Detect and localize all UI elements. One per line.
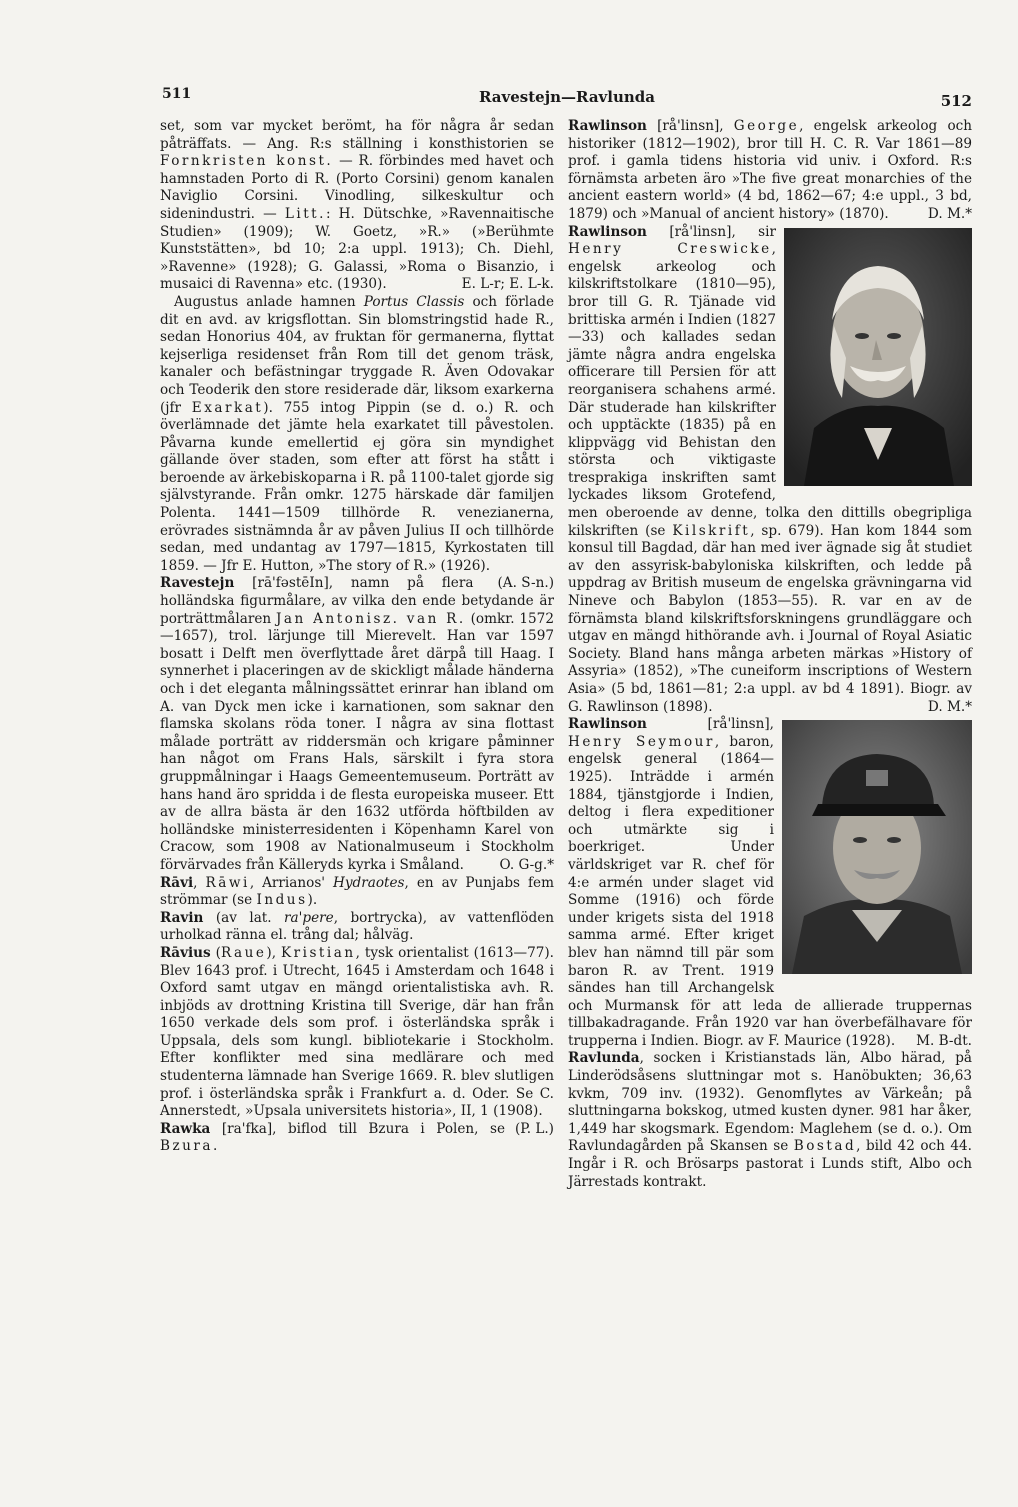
headword: Rāvius xyxy=(160,944,211,961)
entry-ravius: Rāvius (Raue), Kristian, tysk orientalist (1613—77). Blev 1643 prof. i Utrecht, 1645 i Amsterdam och 1648 i Oxford samt utgav en mängd orientalistiska avh. R. inbjöds av drottning Kristina till Sverige, där han från 1650 verkade dels som prof. i österländska språk i Uppsala, dels som kungl. bibliotekarie i Stockholm. Efter konflikter med sina medlärare och med studenterna lämnade han Sverige 1669. R. blev slutligen prof. i österländska språk i Frankfurt a. d. Oder. Se C. Annerstedt, »Upsala universitets historia», II, 1 (1908). (P. L.) xyxy=(160,944,554,1137)
portrait-image xyxy=(784,228,972,486)
headword: Rawlinson xyxy=(568,716,647,733)
signature: M. B-dt. xyxy=(916,1032,972,1049)
headword: Rawlinson xyxy=(568,223,647,240)
portrait-henry-seymour-rawlinson xyxy=(782,720,972,974)
entry-ravenna-history: Augustus anlade hamnen Portus Classis och förlade dit en avd. av krigsflottan. Sin blomstringstid hade R., sedan Honorius 404, av fruktan för germanerna, flyttat kejserliga residenset från Rom till det genom träsk, kanaler och befästningar tryggade R. Även Odovakar och Teoderik den store residerade där, liksom exarkerna (jfr Exarkat). 755 intog Pippin (se d. o.) R. och överlämnade det jämte hela exarkatet till påvestolen. Påvarna kunde emellertid ej göra sin myndighet gällande över staden, som efter att först ha stått i beroende av ärkebiskoparna i R. på 1100-talet gjorde sig självstyrande. Från omkr. 1275 härskade där familjen Polenta. 1441—1509 tillhörde R. venezianerna, erövrades sistnämnda år av påven Julius II och tillhörde sedan, med undantag av 1797—1815, Kyrkostaten till 1859. — Jfr E. Hutton, »The story of R.» (1926). (A. S-n.) xyxy=(160,293,555,592)
running-title: Ravestejn—Ravlunda xyxy=(478,88,655,106)
signature: E. L-r; E. L-k. xyxy=(461,276,554,293)
headword: Rawlinson xyxy=(568,118,647,134)
signature: D. M.* xyxy=(927,205,972,222)
signature: D. M.* xyxy=(927,698,972,715)
headword: Rāvi xyxy=(160,874,194,891)
signature: (P. L.) xyxy=(515,1120,554,1137)
entry-ravin: Ravin (av lat. ra'pere, bortrycka), av vattenflöden urholkad ränna el. trång dal; hålväg. xyxy=(160,909,554,944)
entry-ravenna-continued: set, som var mycket berömt, ha för några år sedan påträffats. — Ang. R:s ställning i konsthistorien se Fornkristen konst. — R. förbindes med havet och hamnstaden Porto di R. (Porto Corsini) genom kanalen Naviglio Corsini. Vinodling, silkeskultur och sidenindustri. — Litt.: H. Dütschke, »Ravennaitische Studien» (1909); W. Goetz, »R.» (»Berühmte Kunststätten», bd 10; 2:a uppl. 1913); Ch. Diehl, »Ravenne» (1928); G. Galassi, »Roma o Bisanzio, i musaici di Ravenna» etc. (1930). E. L-r; E. L-k. xyxy=(160,118,554,293)
entry-rawlinson-george: Rawlinson [rå'linsn], George, engelsk arkeolog och historiker (1812—1902), bror till H. C. R. Var 1861—89 prof. i gamla tidens historia vid univ. i Oxford. R:s förnämsta arbeten äro »The five great monarchies of the ancient eastern world» (4 bd, 1862—67; 4:e uppl., 3 bd, 1879) och »Manual of ancient history» (1870). D. M.* xyxy=(568,118,972,222)
signature: (A. S-n.) xyxy=(497,575,554,592)
entry-rawlinson-henry-seymour: Rawlinson [rå'linsn], Henry Seymour, baron, engelsk general (1864—1925). Inträdde i armén 1884, tjänstgjorde i Indien, deltog i flera expeditioner och utmärkte sig i boerkriget. Under världskriget var R. chef för 4:e armén under slaget vid Somme (1916) och förde under krigets sista del 1918 samma armé. Efter kriget blev han nämnd till pär som baron R. av Trent. 1919 sändes han till Archangelsk och Murmansk för att leda de allierade truppernas tillbakadragande. Från 1920 var han överbefälhavare för trupperna i Indien. Biogr. av F. Maurice (1928). M. B-dt. xyxy=(568,716,972,1049)
entry-rawka: Rawka [ra'fka], biflod till Bzura i Polen, se Bzura. xyxy=(160,1120,505,1155)
portrait-henry-creswicke-rawlinson xyxy=(784,228,972,486)
headword: Ravlunda xyxy=(568,1050,640,1067)
entry-ravlunda: Ravlunda, socken i Kristianstads län, Albo härad, på Linderödsåsens sluttningar mot s. Hanöbukten; 36,63 kvkm, 709 inv. (1932). Genomflytes av Värkeån; på sluttningarna bokskog, utmed kusten dyner. 981 har åker, 1,449 har skogsmark. Egendom: Maglehem (se d. o.). Om Ravlundagården på Skansen se Bostad, bild 42 och 44. Ingår i R. och Brösarps pastorat i Lunds stift, Albo och Järrestads kontrakt. xyxy=(568,1050,972,1190)
page-header xyxy=(162,86,972,110)
signature: O. G-g.* xyxy=(499,856,554,873)
headword: Ravestejn xyxy=(160,575,235,592)
entry-ravestejn: Ravestejn [rā'fəstēIn], namn på flera holländska figurmålare, av vilka den ende betydande är porträttmålaren Jan Antonisz. van R. (omkr. 1572—1657), trol. lärjunge till Mierevelt. Han var 1597 bosatt i Delft men överflyttade året därpå till Haag. I synnerhet i placeringen av de skickligt målade händerna och i det eleganta målningssättet erinrar han ibland om A. van Dyck men icke i karnationen, som saknar den flamska skolans röda toner. I några av sina flottast målade porträtt av riddersmän och krigare påminner han något om Frans Hals, särskilt i fyra stora gruppmålningar i Haags Gemeentemuseum. Porträtt av hans hand äro spridda i de flesta europeiska museer. Ett av de allra bästa är den 1632 utförda höftbilden av holländske ministerresidenten i Köpenhamn Karel von Cracow, som 1908 av Nationalmuseum i Stockholm förvärvades från Källeryds kyrka i Småland. O. G-g.* xyxy=(160,575,554,873)
portrait-image xyxy=(782,720,972,974)
entry-ravi: Rāvi, Rāwi, Arrianos' Hydraotes, en av Punjabs fem strömmar (se Indus). xyxy=(160,874,554,909)
headword: Rawka xyxy=(160,1120,211,1137)
right-column xyxy=(568,118,972,1191)
headword: Ravin xyxy=(160,909,204,926)
page-number-left: 511 xyxy=(162,86,192,102)
entry-rawlinson-henry-creswicke: Rawlinson [rå'linsn], sir Henry Creswicke, engelsk arkeolog och kilskriftstolkare (1810—95), bror till G. R. Tjänade vid brittiska armén i Indien (1827—33) och kallades sedan jämte några andra engelska officerare till Persien för att reorganisera schahens armé. Där studerade han kilskrifter och upptäckte (1835) på en klippvägg vid Behistan den största och viktigaste tresprakiga inskriften samt lyckades liksom Grotefend, men oberoende av denne, tolka den dittills obegripliga kilskriften (se Kilskrift, sp. 679). Han kom 1844 som konsul till Bagdad, där han med iver ägnade sig åt studiet av den assyrisk-babyloniska kilskriften, och ledde på uppdrag av British museum de engelska grävningarna vid Nineve och Babylon (1853—55). R. var en av de förnämsta bland kilskriftsforskningens grundläggare och utgav en mängd hithörande avh. i Journal of Royal Asiatic Society. Bland hans många arbeten märkas »History of Assyria» (1852), »The cuneiform inscriptions of Western Asia» (5 bd, 1861—81; 2:a uppl. av bd 4 1891). Biogr. av G. Rawlinson (1898). D. M.* xyxy=(568,223,972,715)
page-number-right: 512 xyxy=(940,92,972,110)
left-column xyxy=(160,118,554,1156)
